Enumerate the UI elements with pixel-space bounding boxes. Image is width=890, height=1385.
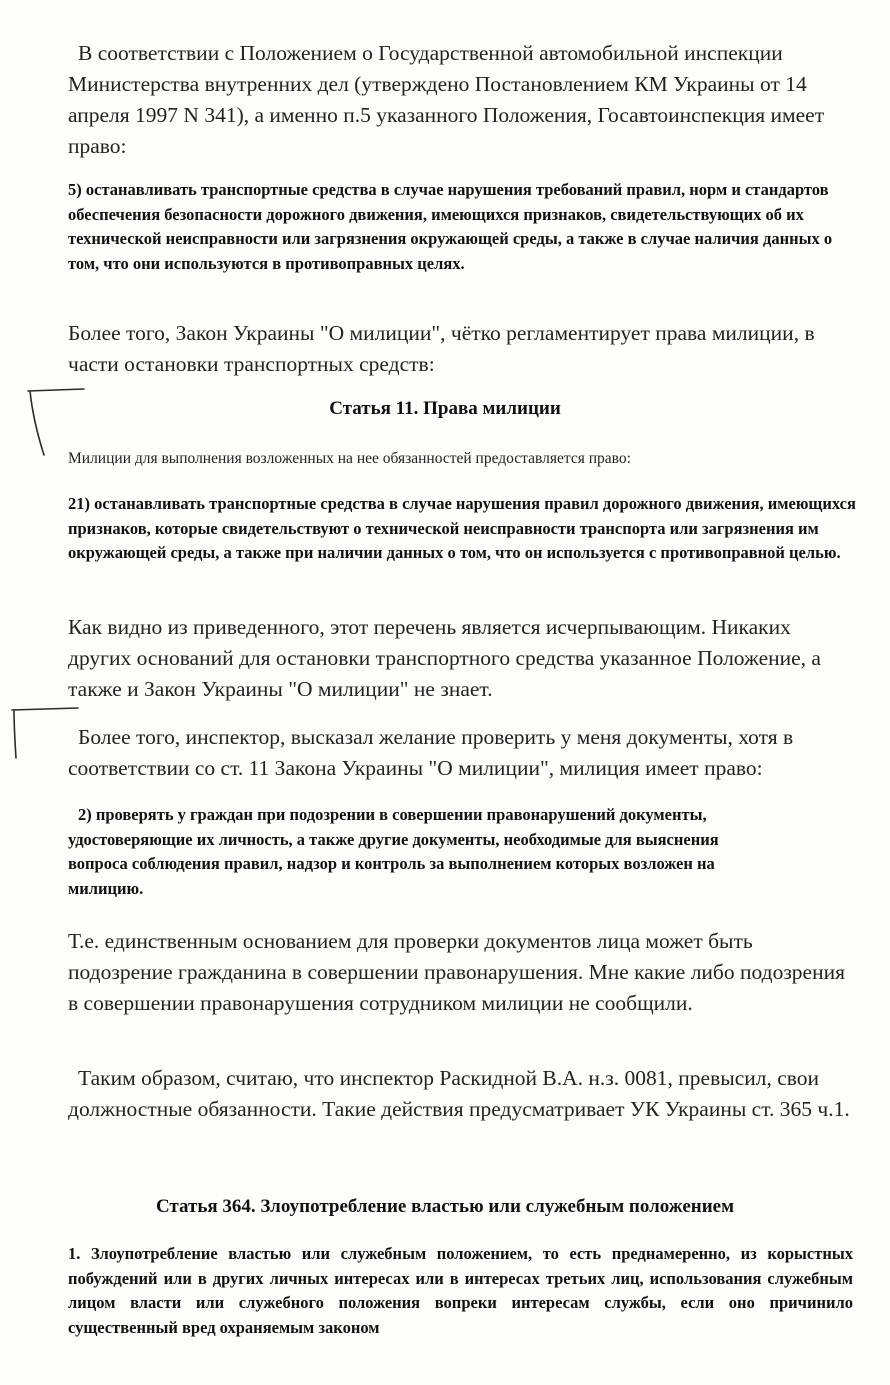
- paragraph-law-on-militia: Более того, Закон Украины "О милиции", чётко регламентирует права милиции, в части остановки транспортных средств:: [68, 321, 815, 376]
- quote-article-364-part-1: 1. Злоупотребление властью или служебным положением, то есть преднамеренно, из корыстных побуждений или в других личных интересах или в интересах третьих лиц, использования служебным лицом власти или служебного положения вопреки интересам службы, если оно причинило существенный вред охраняемым законом: [68, 1244, 853, 1337]
- handwritten-bracket-mark: [20, 385, 90, 460]
- paragraph-exhaustive-list: Как видно из приведенного, этот перечень является исчерпывающим. Никаких других оснований для остановки транспортного средства указанное Положение, а также и Закон Украины "О милиции" не знает.: [68, 615, 821, 701]
- quote-article-11-item-21: 21) останавливать транспортные средства в случае нарушения правил дорожного движения, имеющихся признаков, которые свидетельствуют о технической неисправности транспорта или загрязнения им окружающей среды, а также при наличии данных о том, что он используется с противоправной целью.: [68, 494, 856, 562]
- paragraph-document-check: Более того, инспектор, высказал желание проверить у меня документы, хотя в соответствии со ст. 11 Закона Украины "О милиции", милиция имеет право:: [68, 725, 794, 780]
- quote-regulation-item-5: 5) останавливать транспортные средства в случае нарушения требований правил, норм и стандартов обеспечения безопасности дорожного движения, имеющихся признаков, свидетельствующих об их технической неисправности или загрязнения окружающей среды, а также в случае наличия данных о том, что они используются в противоправных целях.: [68, 180, 833, 273]
- paragraph-regulation-intro: В соответствии с Положением о Государственной автомобильной инспекции Министерства внутренних дел (утверждено Постановлением КМ Украины от 14 апреля 1997 N 341), а именно п.5 указанного Положения, Госавтоинспекция имеет право:: [68, 41, 825, 158]
- paragraph-suspicion-basis: Т.е. единственным основанием для проверки документов лица может быть подозрение гражданина в совершении правонарушения. Мне какие либо подозрения в совершении правонарушения сотрудником милиции не сообщили.: [68, 929, 846, 1015]
- quote-article-11-item-2: 2) проверять у граждан при подозрении в совершении правонарушений документы, удостоверяющие их личность, а также другие документы, необходимые для выяснения вопроса соблюдения правил, надзор и контроль за выполнением которых возложен на милицию.: [68, 805, 719, 898]
- paragraph-conclusion: Таким образом, считаю, что инспектор Раскидной В.А. н.з. 0081, превысил, свои должностные обязанности. Такие действия предусматривает УК Украины ст. 365 ч.1.: [68, 1066, 850, 1121]
- heading-article-11: Статья 11. Права милиции: [329, 398, 561, 419]
- heading-article-364: Статья 364. Злоупотребление властью или служебным положением: [155, 1196, 735, 1217]
- article-11-intro: Милиции для выполнения возложенных на нее обязанностей предоставляется право:: [68, 450, 631, 467]
